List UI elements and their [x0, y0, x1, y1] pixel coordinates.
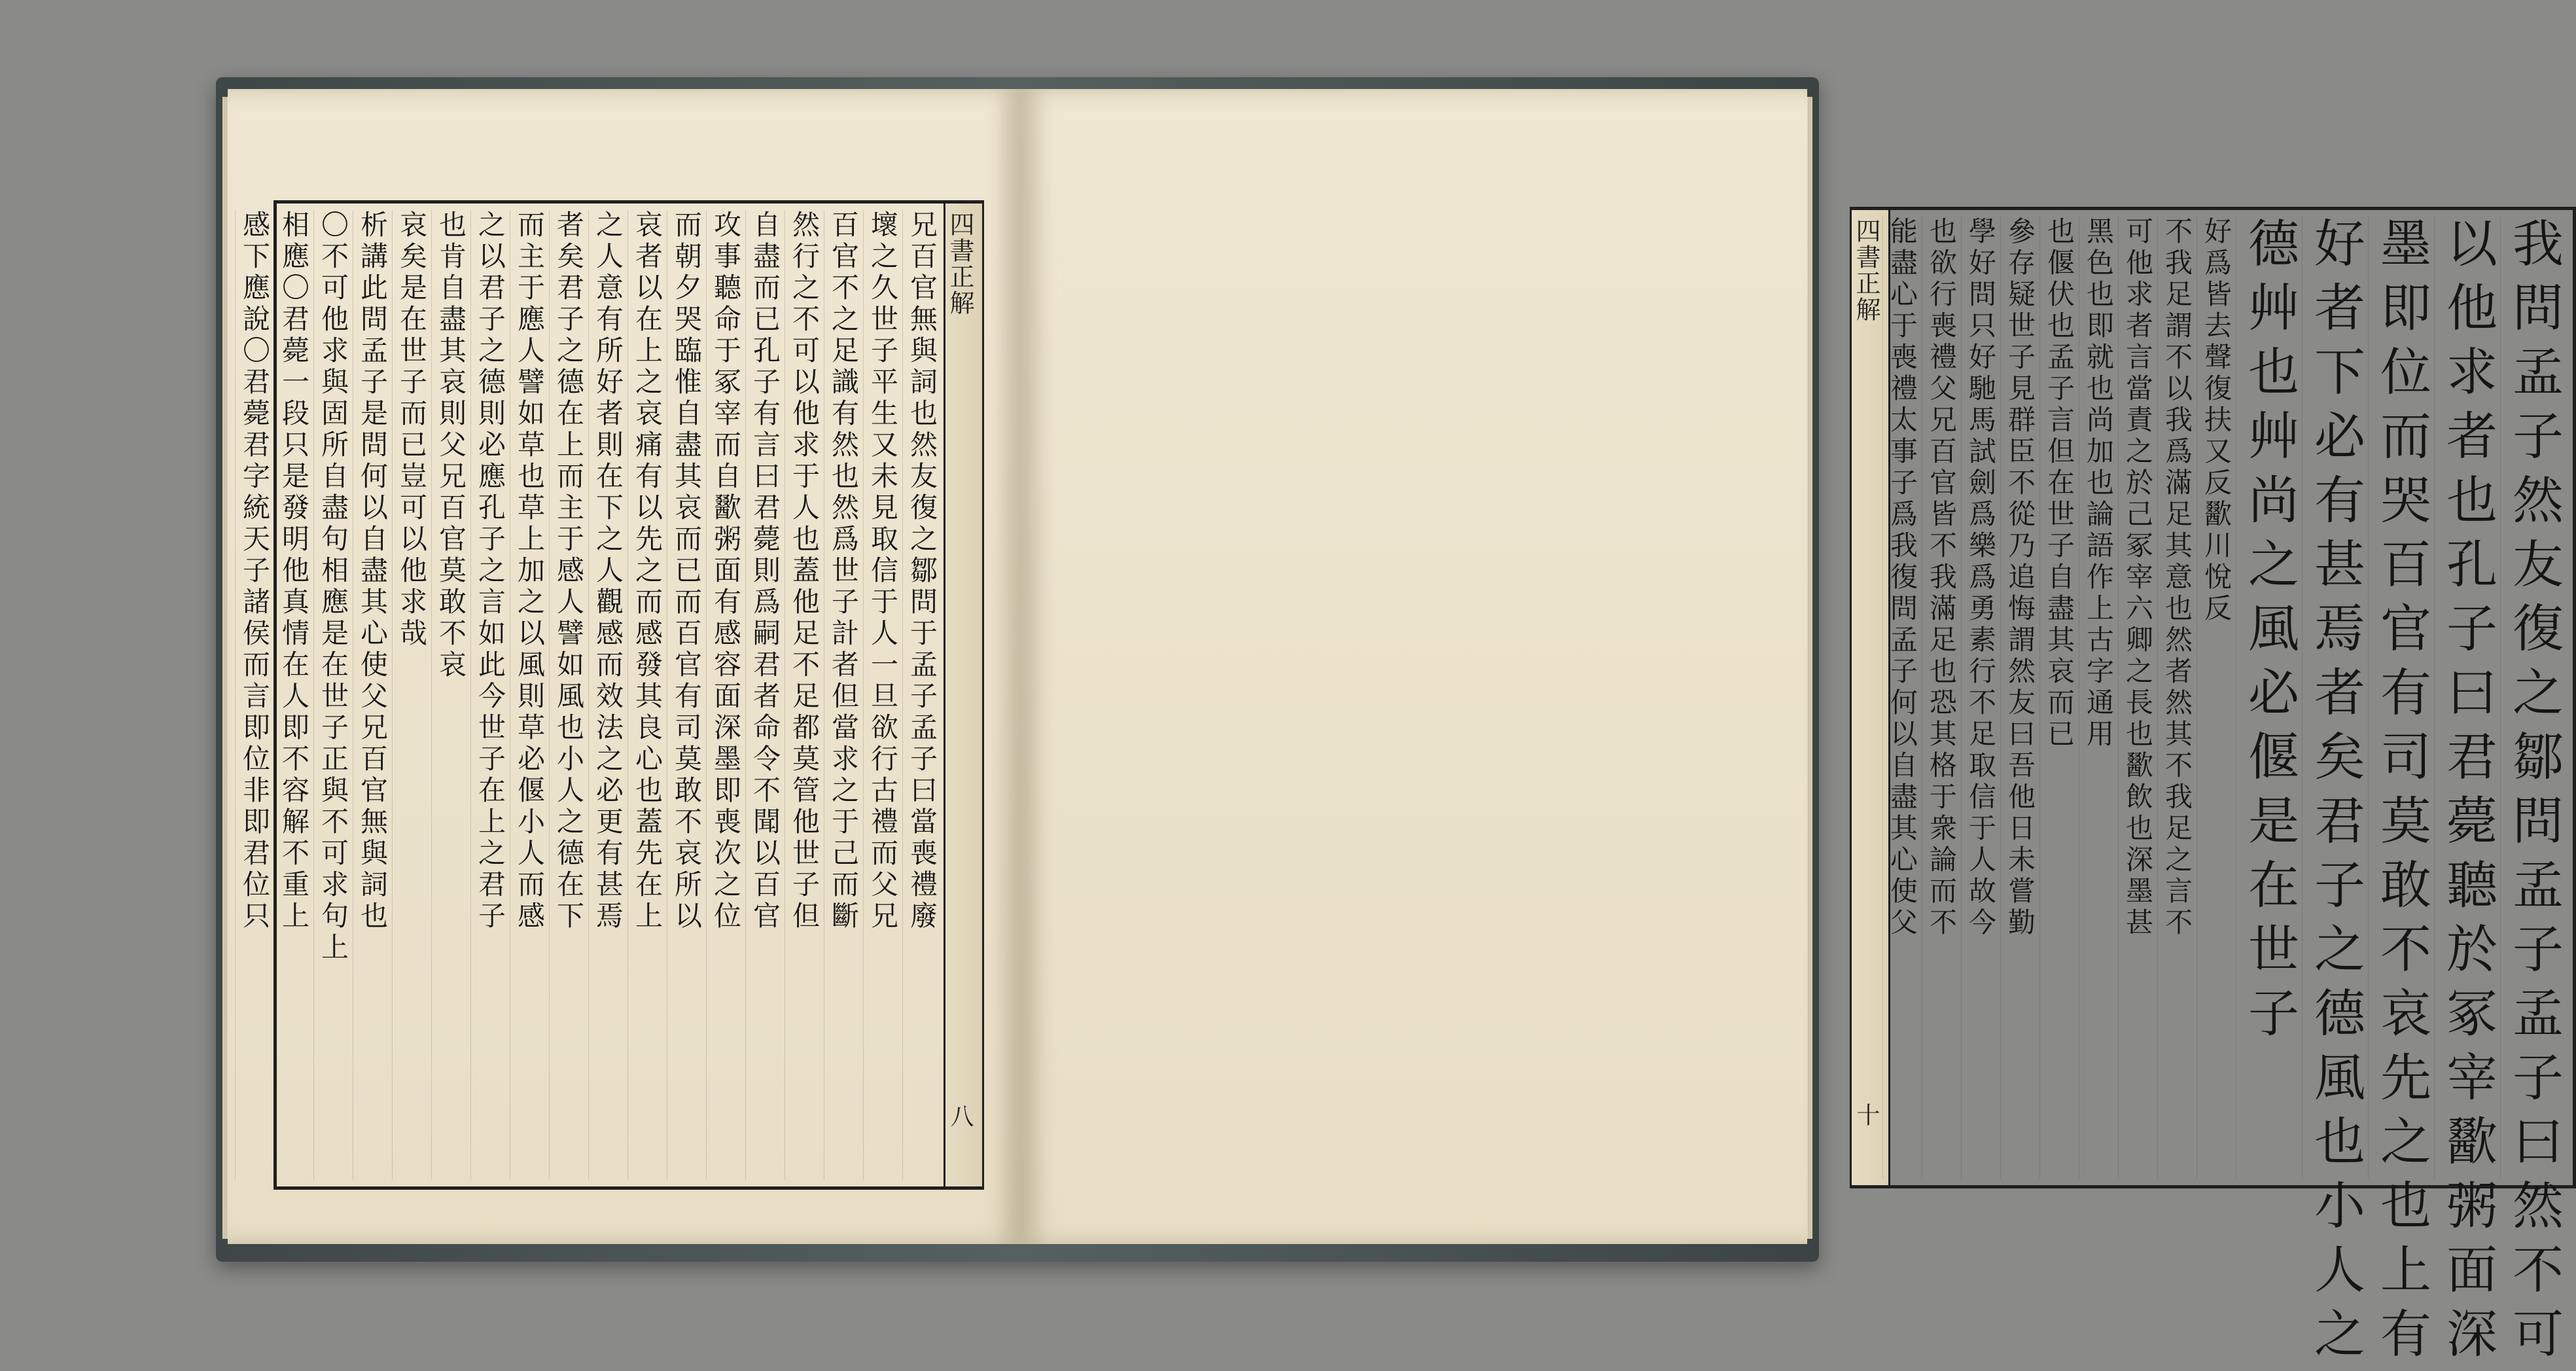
text-column: 攻事聽命于冢宰而自歠粥面有感容面深墨即喪次之位	[706, 210, 745, 1180]
text-column: 感下應說〇君薨君字統天子諸侯而言即位非即君位只	[235, 210, 274, 1180]
open-book	[216, 77, 2563, 1371]
text-column: 相應〇君薨一段只是發明他真情在人即不容解不重上	[274, 210, 313, 1180]
text-column: 哀矣是在世子而已豈可以他求哉	[392, 210, 431, 1180]
right-header-title: 四書正解	[1852, 218, 1880, 323]
commentary-column: 也偃伏也孟子言但在世子自盡其哀而已	[2039, 217, 2079, 1179]
text-column: 之人意有所好者則在下之人觀感而效法之必更有甚焉	[588, 210, 627, 1180]
commentary-column: 學好問只好馳馬試劍爲樂爲勇素行不足取信于人故今	[1961, 217, 2000, 1179]
commentary-column: 可他求者言當責之於己冢宰六卿之長也歠飲也深墨甚	[2118, 217, 2157, 1179]
left-text-columns	[239, 210, 942, 1180]
main-text-column: 以他求者也孔子曰君薨聽於冢宰歠粥面深	[2434, 217, 2500, 1179]
text-column: 也肯自盡其哀則父兄百官莫敢不哀	[431, 210, 470, 1180]
left-margin-column	[944, 204, 982, 1186]
text-column: 析講此問孟子是問何以自盡其心使父兄百官無與詞也	[353, 210, 392, 1180]
left-page-number: 八	[947, 1104, 974, 1128]
right-text-columns	[1886, 217, 2566, 1371]
commentary-column: 也欲行喪禮父兄百官皆不我滿足也恐其格于衆論而不	[1922, 217, 1961, 1179]
text-column: 〇不可他求與固所自盡句相應是在世子正與不可求句上	[313, 210, 353, 1180]
main-text-column: 好者下必有甚焉者矣君子之德風也小人之	[2302, 217, 2368, 1179]
text-column: 壞之久世子平生又未見取信于人一旦欲行古禮而父兄	[863, 210, 902, 1180]
right-page	[1021, 89, 2563, 1371]
main-text-column: 我問孟子然友復之鄒問孟子孟子曰然不可	[2500, 217, 2566, 1179]
left-header-title: 四書正解	[945, 211, 974, 316]
text-column: 然行之不可以他求于人也蓋他足不足都莫管他世子但	[785, 210, 824, 1180]
main-text-column: 德艸也艸尚之風必偃是在世子	[2236, 217, 2302, 1179]
text-column: 者矣君子之德在上而主于感人譬如風也小人之德在下	[549, 210, 588, 1180]
text-column: 而主于應人譬如草也草上加之以風則草必偃小人而感	[510, 210, 549, 1180]
commentary-column: 參存疑世子見群臣不從乃追悔謂然友曰吾他日未嘗勤	[2000, 217, 2039, 1179]
right-text-frame	[1850, 207, 2576, 1371]
left-text-frame	[239, 200, 984, 1190]
main-text-column: 墨即位而哭百官有司莫敢不哀先之也上有	[2368, 217, 2434, 1179]
commentary-column: 能盡心于喪禮太事子爲我復問孟子何以自盡其心使父	[1882, 217, 1922, 1179]
text-column: 之以君子之德則必應孔子之言如此今世子在上之君子	[470, 210, 510, 1180]
left-page	[228, 89, 1021, 1244]
text-column: 而朝夕哭臨惟自盡其哀而已而百官有司莫敢不哀所以	[667, 210, 706, 1180]
right-page-number: 十	[1853, 1103, 1880, 1126]
text-column: 自盡而已孔子有言曰君薨則爲嗣君者命令不聞以百官	[745, 210, 785, 1180]
text-column: 哀者以在上之哀痛有以先之而感發其良心也蓋先在上	[627, 210, 667, 1180]
commentary-column: 黑色也即就也尚加也論語作上古字通用	[2079, 217, 2118, 1179]
text-column: 百官不之足識有然也然爲世子計者但當求之于己而斷	[824, 210, 863, 1180]
commentary-column: 不我足謂不以我爲滿足其意也然者然其不我足之言不	[2157, 217, 2197, 1179]
text-column: 兄百官無與詞也然友復之鄒問于孟子孟子曰當喪禮廢	[902, 210, 942, 1180]
commentary-column: 好爲皆去聲復扶又反歠川悅反	[2197, 217, 2236, 1179]
